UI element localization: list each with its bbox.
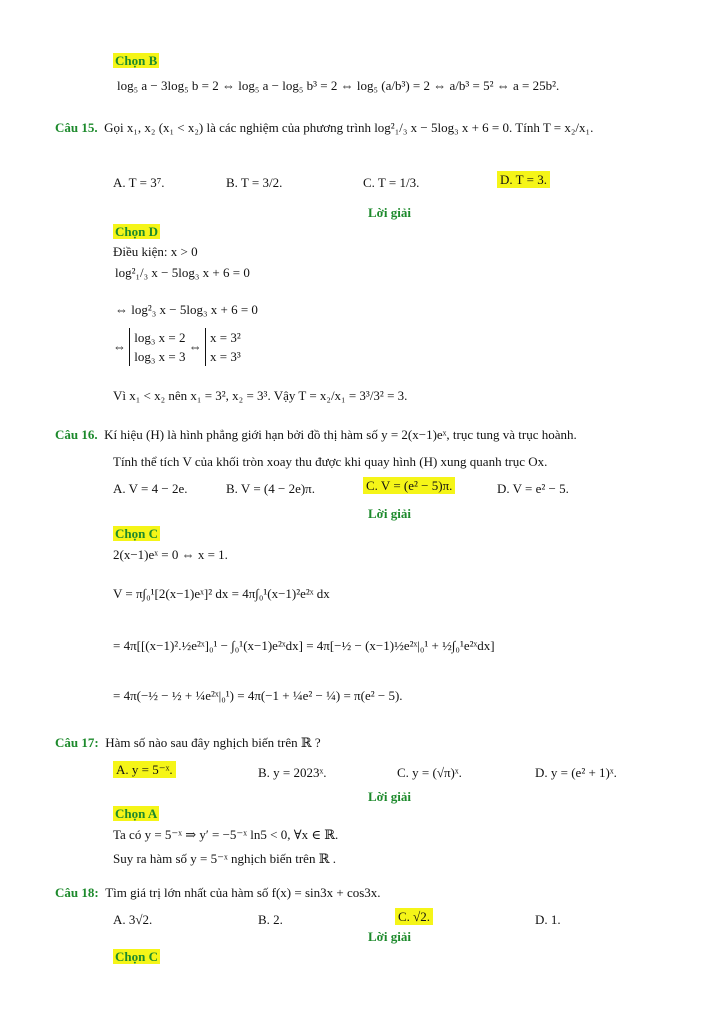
question-16-text-1: Kí hiệu (H) là hình phẳng giới hạn bởi đồ thị hàm số y = 2(x−1)eˣ, trục tung và trục hoành. — [104, 427, 577, 442]
q15-solution-line-1: Điều kiện: x > 0 — [113, 244, 198, 259]
q18-option-b[interactable]: B. 2. — [258, 912, 283, 927]
q15-solution-line-5: Vì x₁ < x₂ nên x₁ = 3², x₂ = 3³. Vậy T = x₂/x₁ = 3³/3² = 3. — [113, 388, 408, 403]
q16-solution-line-2: V = π∫₀¹[2(x−1)eˣ]² dx = 4π∫₀¹(x−1)²e²ˣ dx — [113, 586, 330, 601]
q17-solution-line-1: Ta có y = 5⁻ˣ ⇒ y′ = −5⁻ˣ ln5 < 0, ∀x ∈ ℝ. — [113, 827, 339, 842]
q16-option-d[interactable]: D. V = e² − 5. — [497, 481, 569, 496]
q17-option-c[interactable]: C. y = (√π)ˣ. — [397, 765, 462, 780]
question-17-text: Hàm số nào sau đây nghịch biến trên ℝ ? — [105, 735, 321, 750]
q16-solution-heading: Lời giải — [368, 506, 411, 521]
q18-option-c[interactable]: C. √2. — [395, 909, 433, 925]
q18-option-d[interactable]: D. 1. — [535, 912, 561, 927]
question-18: Câu 18: Tìm giá trị lớn nhất của hàm số f(x) = sin3x + cos3x. — [55, 885, 381, 900]
q18-answer-choice: Chọn C — [115, 949, 158, 964]
q16-solution-line-4: = 4π(−½ − ½ + ¼e²ˣ|₀¹) = 4π(−1 + ¼e² − ¼) = π(e² − 5). — [113, 688, 403, 703]
q15-solution-line-2: log²₁/₃ x − 5log₃ x + 6 = 0 — [115, 265, 250, 280]
q15-answer-choice: Chọn D — [115, 224, 158, 239]
solution-equation-top: log₅ a − 3log₅ b = 2 ⇔ log₅ a − log₅ b³ = 2 ⇔ log₅ (a/b³) = 2 ⇔ a/b³ = 5² ⇔ a = 25b². — [117, 78, 560, 93]
question-15-text: Gọi x₁, x₂ (x₁ < x₂) là các nghiệm của phương trình log²₁/₃ x − 5log₃ x + 6 = 0. Tính T = x₂/x₁. — [104, 120, 594, 135]
q17-solution-line-2: Suy ra hàm số y = 5⁻ˣ nghịch biến trên ℝ . — [113, 851, 336, 866]
q15-system-left: log₃ x = 2 log₃ x = 3 — [129, 328, 185, 366]
question-16-text-2: Tính thể tích V của khối tròn xoay thu được khi quay hình (H) xung quanh trục Ox. — [113, 454, 548, 469]
q17-option-a[interactable]: A. y = 5⁻ˣ. — [113, 762, 176, 778]
q16-option-b[interactable]: B. V = (4 − 2e)π. — [226, 481, 315, 496]
q16-answer-choice: Chọn C — [115, 526, 158, 541]
q15-option-d[interactable]: D. T = 3. — [497, 172, 550, 188]
q17-solution-heading: Lời giải — [368, 789, 411, 804]
q15-solution-line-3: ⇔ log²₃ x − 5log₃ x + 6 = 0 — [115, 302, 258, 317]
q15-option-b[interactable]: B. T = 3/2. — [226, 175, 283, 190]
answer-choice-top: Chọn B — [115, 53, 158, 68]
q16-option-a[interactable]: A. V = 4 − 2e. — [113, 481, 188, 496]
q18-option-a[interactable]: A. 3√2. — [113, 912, 153, 927]
question-17: Câu 17: Hàm số nào sau đây nghịch biến trên ℝ ? — [55, 735, 321, 750]
q17-option-b[interactable]: B. y = 2023ˣ. — [258, 765, 327, 780]
q15-solution-heading: Lời giải — [368, 205, 411, 220]
question-15: Câu 15. Gọi x₁, x₂ (x₁ < x₂) là các nghiệm của phương trình log²₁/₃ x − 5log₃ x + 6 = 0. Tính T = x₂/x₁. — [55, 120, 594, 135]
q17-option-d[interactable]: D. y = (e² + 1)ˣ. — [535, 765, 617, 780]
q18-solution-heading: Lời giải — [368, 929, 411, 944]
question-16: Câu 16. Kí hiệu (H) là hình phẳng giới hạn bởi đồ thị hàm số y = 2(x−1)eˣ, trục tung và trục hoành. — [55, 427, 577, 442]
question-18-text: Tìm giá trị lớn nhất của hàm số f(x) = sin3x + cos3x. — [105, 885, 381, 900]
q15-solution-system: ⇔ log₃ x = 2 log₃ x = 3 ⇔ x = 3² x = 3³ — [113, 330, 241, 364]
q16-option-c[interactable]: C. V = (e² − 5)π. — [363, 478, 455, 494]
q15-option-c[interactable]: C. T = 1/3. — [363, 175, 420, 190]
q15-option-a[interactable]: A. T = 3⁷. — [113, 175, 165, 190]
q16-solution-line-3: = 4π[[(x−1)².½e²ˣ]₀¹ − ∫₀¹(x−1)e²ˣdx] = 4π[−½ − (x−1)½e²ˣ|₀¹ + ½∫₀¹e²ˣdx] — [113, 638, 495, 653]
q17-answer-choice: Chọn A — [115, 806, 158, 821]
q15-system-right: x = 3² x = 3³ — [205, 328, 241, 366]
q16-solution-line-1: 2(x−1)eˣ = 0 ⇔ x = 1. — [113, 547, 228, 562]
